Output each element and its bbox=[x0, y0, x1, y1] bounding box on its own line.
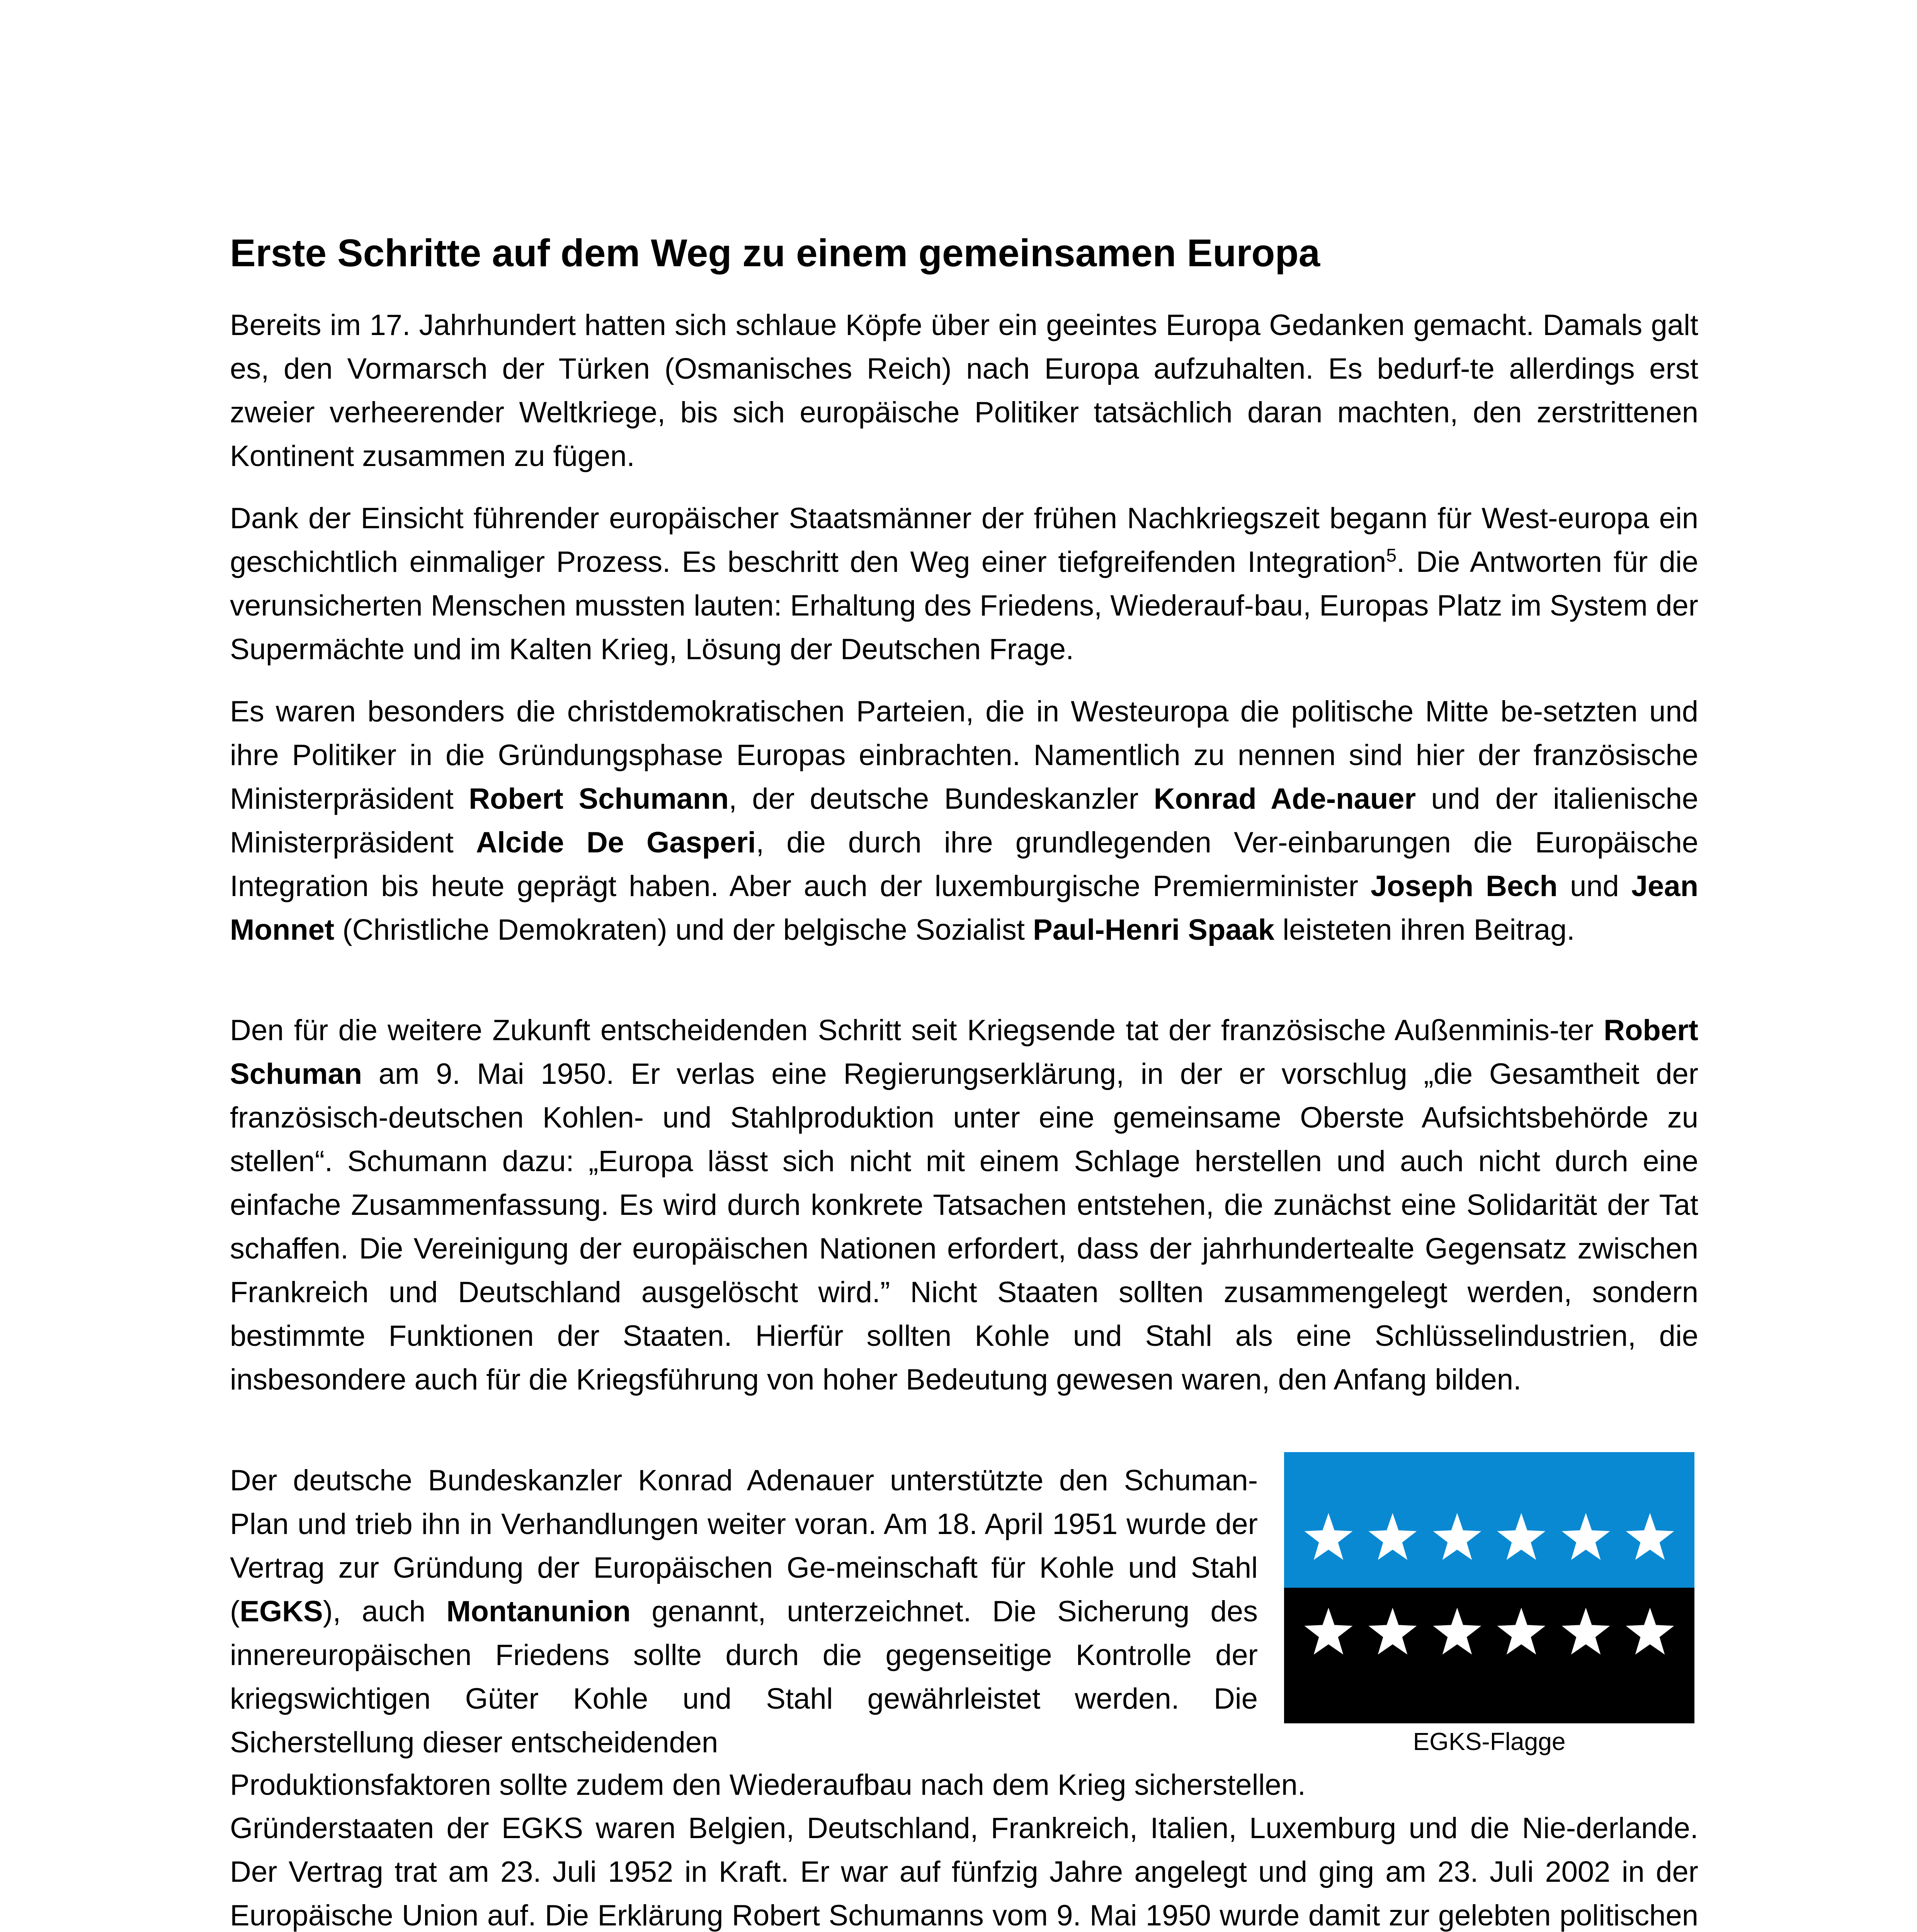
text-segment: Den für die weitere Zukunft entscheidenden Schritt seit Kriegsende tat der französische Außenminis-ter bbox=[230, 1014, 1604, 1047]
flag-star-row-bottom bbox=[1303, 1607, 1675, 1657]
bold-name: Alcide De Gasperi bbox=[476, 826, 756, 859]
flag-caption: EGKS-Flagge bbox=[1413, 1728, 1566, 1755]
flag-star-row-top bbox=[1303, 1512, 1675, 1562]
star-icon bbox=[1368, 1512, 1418, 1562]
egks-flag bbox=[1284, 1452, 1694, 1723]
star-icon bbox=[1303, 1512, 1354, 1562]
paragraph-integration-text: Dank der Einsicht führender europäischer Staatsmänner der frühen Nachkriegszeit begann für West-europa ein geschichtlich einmaliger Prozess. Es beschritt den Weg einer tiefgreifenden Integration bbox=[230, 502, 1698, 578]
text-segment: ), auch bbox=[323, 1595, 447, 1628]
paragraph-integration bbox=[230, 497, 1698, 671]
paragraph-founders: Gründerstaaten der EGKS waren Belgien, Deutschland, Frankreich, Italien, Luxemburg und die Nie-derlande. Der Vertrag trat am 23. Juli 1952 in Kraft. Er war auf fünfzig Jahre angelegt und ging am 23. Juli 2002 in der Europäische Union auf. Die Erklärung Robert Schumanns vom 9. Mai 1950 wurde damit zur gelebten politischen bbox=[230, 1812, 1698, 1932]
star-icon bbox=[1561, 1512, 1611, 1562]
star-icon bbox=[1496, 1607, 1546, 1657]
paragraph-intro: Bereits im 17. Jahrhundert hatten sich schlaue Köpfe über ein geeintes Europa Gedanken gemacht. Damals galt es, den Vormarsch der Türken (Osmanisches Reich) nach Europa aufzuhalten. Es bedurf-te allerdings erst zweier verheerender Weltkriege, bis sich europäische Politiker tatsächlich daran machten, den zerstrittenen Kontinent zusammen zu fügen. bbox=[230, 309, 1698, 473]
paragraph-schuman-plan bbox=[230, 1009, 1698, 1401]
bold-name: Jean Monnet bbox=[230, 870, 1698, 946]
text-segment: am 9. Mai 1950. Er verlas eine Regierungserklärung, in der er vorschlug „die Gesamtheit der französisch-deutschen Kohlen- und Stahlproduktion unter eine gemeinsame Oberste Aufsichtsbehörde zu stellen“. Schumann dazu: „Europa lässt sich nicht mit einem Schlage herstellen und auch nicht durch eine einfache Zusammenfassung. Es wird durch konkrete Tatsachen entstehen, die zunächst eine Solidarität der Tat schaffen. Die Vereinigung der europäischen Nationen erfordert, dass der jahrhundertealte Gegensatz zwischen Frankreich und Deutschland ausgelöscht wird.” Nicht Staaten sollten zusammengelegt werden, sondern bestimmte Funktionen der Staaten. Hierfür sollten Kohle und Stahl als eine Schlüsselindustrien, die insbesondere auch für die Kriegsführung von hoher Bedeutung gewesen waren, den Anfang bilden. bbox=[230, 1058, 1698, 1396]
bold-name: Montanunion bbox=[446, 1595, 631, 1628]
bold-name: Joseph Bech bbox=[1371, 870, 1558, 903]
page-title: Erste Schritte auf dem Weg zu einem gemeinsamen Europa bbox=[230, 231, 1320, 275]
star-icon bbox=[1625, 1512, 1675, 1562]
star-icon bbox=[1303, 1607, 1354, 1657]
text-segment: Es waren besonders die christdemokratischen Parteien, die in Westeuropa die politische Mitte be-setzten und ihre Politiker in die Gründungsphase Europas einbrachten. Namentlich zu nennen sind hier der französische Ministerpräsident bbox=[230, 695, 1698, 815]
text-segment: (Christliche Demokraten) und der belgische Sozialist bbox=[334, 913, 1033, 946]
star-icon bbox=[1368, 1607, 1418, 1657]
text-segment: , die durch ihre grundlegenden Ver-einbarungen die Europäische Integration bis heute geprägt haben. Aber auch der luxemburgische Premierminister bbox=[230, 826, 1698, 903]
bold-name: Robert Schuman bbox=[230, 1014, 1698, 1090]
star-icon bbox=[1496, 1512, 1546, 1562]
paragraph-production: Produktionsfaktoren sollte zudem den Wiederaufbau nach dem Krieg sicherstellen. bbox=[230, 1769, 1306, 1801]
star-icon bbox=[1432, 1512, 1482, 1562]
text-segment: und der italienische Ministerpräsident bbox=[230, 782, 1699, 859]
paragraph-statesmen bbox=[230, 690, 1698, 952]
star-icon bbox=[1432, 1607, 1482, 1657]
bold-name: Robert Schumann bbox=[469, 782, 729, 815]
text-segment: und bbox=[1557, 870, 1631, 903]
bold-name: EGKS bbox=[240, 1595, 323, 1628]
bold-name: Paul-Henri Spaak bbox=[1033, 913, 1275, 946]
bold-name: Konrad Ade-nauer bbox=[1153, 782, 1416, 815]
text-segment: leisteten ihren Beitrag. bbox=[1274, 913, 1575, 946]
star-icon bbox=[1625, 1607, 1675, 1657]
footnote-reference: 5 bbox=[1386, 545, 1397, 566]
text-segment: Der deutsche Bundeskanzler Konrad Adenauer unterstützte den Schuman-Plan und trieb ihn in Verhandlungen weiter voran. Am 18. April 1951 wurde der Vertrag zur Gründung der Europäischen Ge-meinschaft für Kohle und Stahl ( bbox=[230, 1464, 1258, 1628]
paragraph-integration-rest: . Die Antworten für die verunsicherten Menschen mussten lauten: Erhaltung des Friedens, Wiederauf-bau, Europas Platz im System der Supermächte und im Kalten Krieg, Lösung der Deutschen Frage. bbox=[230, 546, 1698, 666]
paragraph-adenauer bbox=[230, 1459, 1258, 1764]
text-segment: genannt, unterzeichnet. Die Sicherung des innereuropäischen Friedens sollte durch die gegenseitige Kontrolle der kriegswichtigen Güter Kohle und Stahl gewährleistet werden. Die Sicherstellung dieser entscheidenden bbox=[230, 1595, 1258, 1759]
text-segment: , der deutsche Bundeskanzler bbox=[728, 782, 1154, 815]
star-icon bbox=[1561, 1607, 1611, 1657]
